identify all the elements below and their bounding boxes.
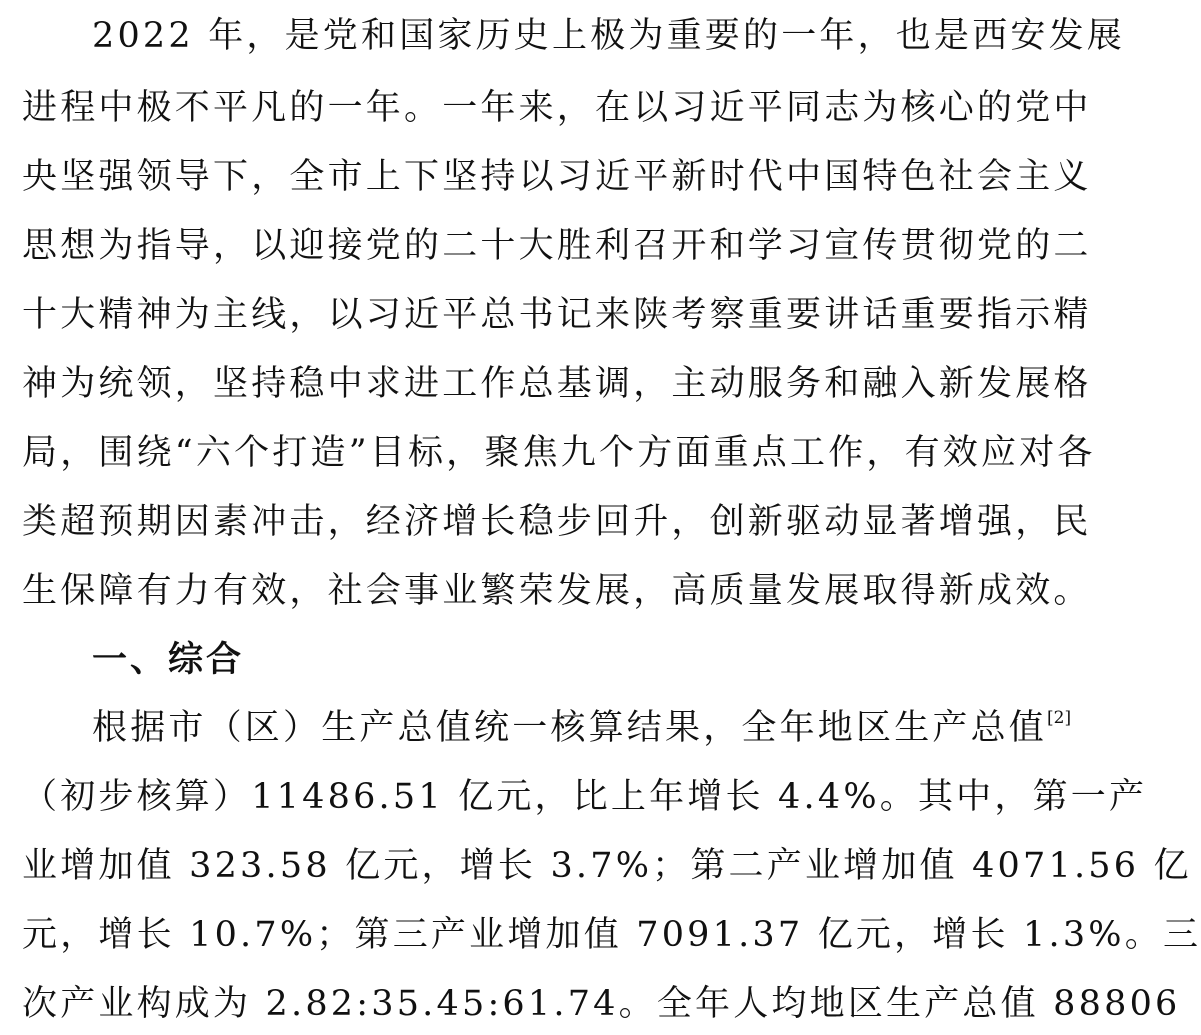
- paragraph-1-line-5: 十大精神为主线，以习近平总书记来陕考察重要讲话重要指示精: [22, 295, 1092, 335]
- paragraph-2-line-3: 业增加值 323.58 亿元，增长 3.7%；第二产业增加值 4071.56 亿: [22, 846, 1192, 886]
- section-heading: 一、综合: [92, 640, 245, 680]
- paragraph-1-line-4: 思想为指导，以迎接党的二十大胜利召开和学习宣传贯彻党的二: [22, 226, 1092, 266]
- footnote-marker: [2]: [1047, 708, 1072, 728]
- paragraph-1-line-2: 进程中极不平凡的一年。一年来，在以习近平同志为核心的党中: [22, 88, 1092, 128]
- paragraph-1-line-1: 2022 年，是党和国家历史上极为重要的一年，也是西安发展: [92, 16, 1125, 56]
- paragraph-2-line-5: 次产业构成为 2.82:35.45:61.74。全年人均地区生产总值 88806: [22, 984, 1181, 1024]
- paragraph-1-line-8: 类超预期因素冲击，经济增长稳步回升，创新驱动显著增强，民: [22, 502, 1092, 542]
- paragraph-1-line-3: 央坚强领导下，全市上下坚持以习近平新时代中国特色社会主义: [22, 157, 1092, 197]
- paragraph-1-line-9: 生保障有力有效，社会事业繁荣发展，高质量发展取得新成效。: [22, 571, 1092, 611]
- paragraph-1-line-6: 神为统领，坚持稳中求进工作总基调，主动服务和融入新发展格: [22, 364, 1092, 404]
- paragraph-1-line-7: 局，围绕“六个打造”目标，聚焦九个方面重点工作，有效应对各: [22, 433, 1096, 473]
- paragraph-2-line-1-text: 根据市（区）生产总值统一核算结果，全年地区生产总值: [92, 708, 1048, 748]
- paragraph-2-line-1: [92, 706, 1072, 750]
- paragraph-2-line-4: 元，增长 10.7%；第三产业增加值 7091.37 亿元，增长 1.3%。三: [22, 915, 1201, 955]
- paragraph-2-line-2: （初步核算）11486.51 亿元，比上年增长 4.4%。其中，第一产: [22, 777, 1148, 817]
